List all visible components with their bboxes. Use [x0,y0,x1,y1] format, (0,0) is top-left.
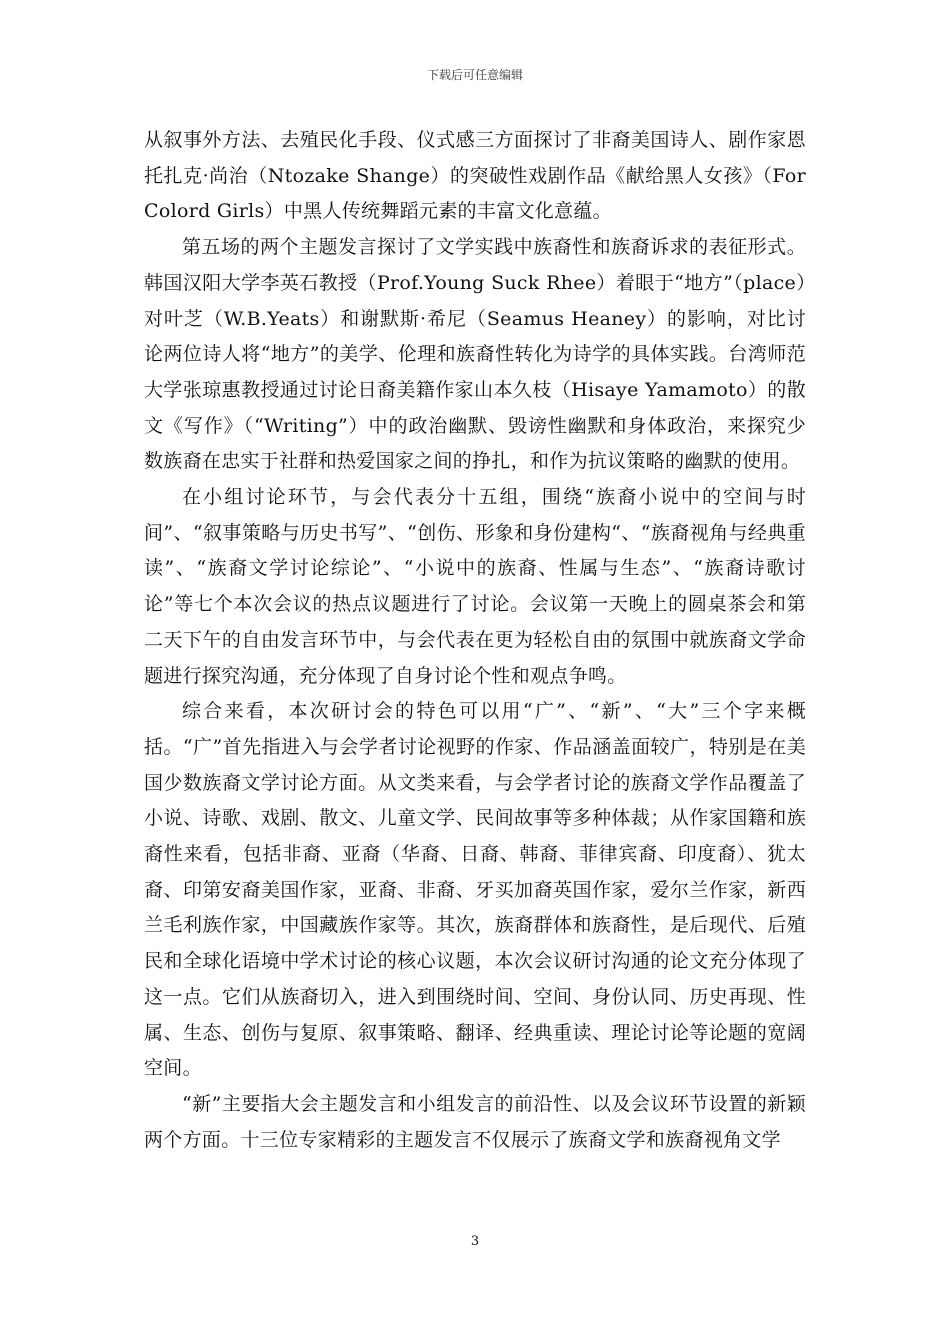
paragraph: 从叙事外方法、去殖民化手段、仪式感三方面探讨了非裔美国诗人、剧作家恩托扎克·尚治（Ntozake Shange）的突破性戏剧作品《献给黑人女孩》（For Colord Girls）中黑人传统舞蹈元素的丰富文化意蕴。 [144,129,806,223]
paragraph: “新”主要指大会主题发言和小组发言的前沿性、以及会议环节设置的新颖两个方面。十三位专家精彩的主题发言不仅展示了族裔文学和族裔视角文学 [144,1092,806,1151]
paragraph: 在小组讨论环节，与会代表分十五组，围绕“族裔小说中的空间与时间”、“叙事策略与历史书写”、“创伤、形象和身份建构“、“族裔视角与经典重读”、“族裔文学讨论综论”、“小说中的族裔、性属与生态”、“族裔诗歌讨论”等七个本次会议的热点议题进行了讨论。会议第一天晚上的圆桌茶会和第二天下午的自由发言环节中，与会代表在更为轻松自由的氛围中就族裔文学命题进行探究沟通，充分体现了自身讨论个性和观点争鸣。 [144,486,806,687]
document-body [144,123,806,1158]
page-number: 3 [470,1234,480,1249]
paragraph: 第五场的两个主题发言探讨了文学实践中族裔性和族裔诉求的表征形式。韩国汉阳大学李英石教授（Prof.Young Suck Rhee）着眼于“地方”（place）对叶芝（W.B.Yeats）和谢默斯·希尼（Seamus Heaney）的影响，对比讨论两位诗人将“地方”的美学、伦理和族裔性转化为诗学的具体实践。台湾师范大学张琼惠教授通过讨论日裔美籍作家山本久枝（Hisaye Yamamoto）的散文《写作》（“Writing”）中的政治幽默、毁谤性幽默和身体政治，来探究少数族裔在忠实于社群和热爱国家之间的挣扎，和作为抗议策略的幽默的使用。 [144,236,806,473]
page-header: 下载后可任意编辑 [426,68,523,82]
paragraph: 综合来看，本次研讨会的特色可以用“广”、“新”、“大”三个字来概括。“广”首先指进入与会学者讨论视野的作家、作品涵盖面较广，特别是在美国少数族裔文学讨论方面。从文类来看，与会学者讨论的族裔文学作品覆盖了小说、诗歌、戏剧、散文、儿童文学、民间故事等多种体裁；从作家国籍和族裔性来看，包括非裔、亚裔（华裔、日裔、韩裔、菲律宾裔、印度裔）、犹太裔、印第安裔美国作家，亚裔、非裔、牙买加裔英国作家，爱尔兰作家，新西兰毛利族作家，中国藏族作家等。其次，族裔群体和族裔性，是后现代、后殖民和全球化语境中学术讨论的核心议题，本次会议研讨沟通的论文充分体现了这一点。它们从族裔切入，进入到围绕时间、空间、身份认同、历史再现、性属、生态、创伤与复原、叙事策略、翻译、经典重读、理论讨论等论题的宽阔空间。 [144,700,806,1080]
